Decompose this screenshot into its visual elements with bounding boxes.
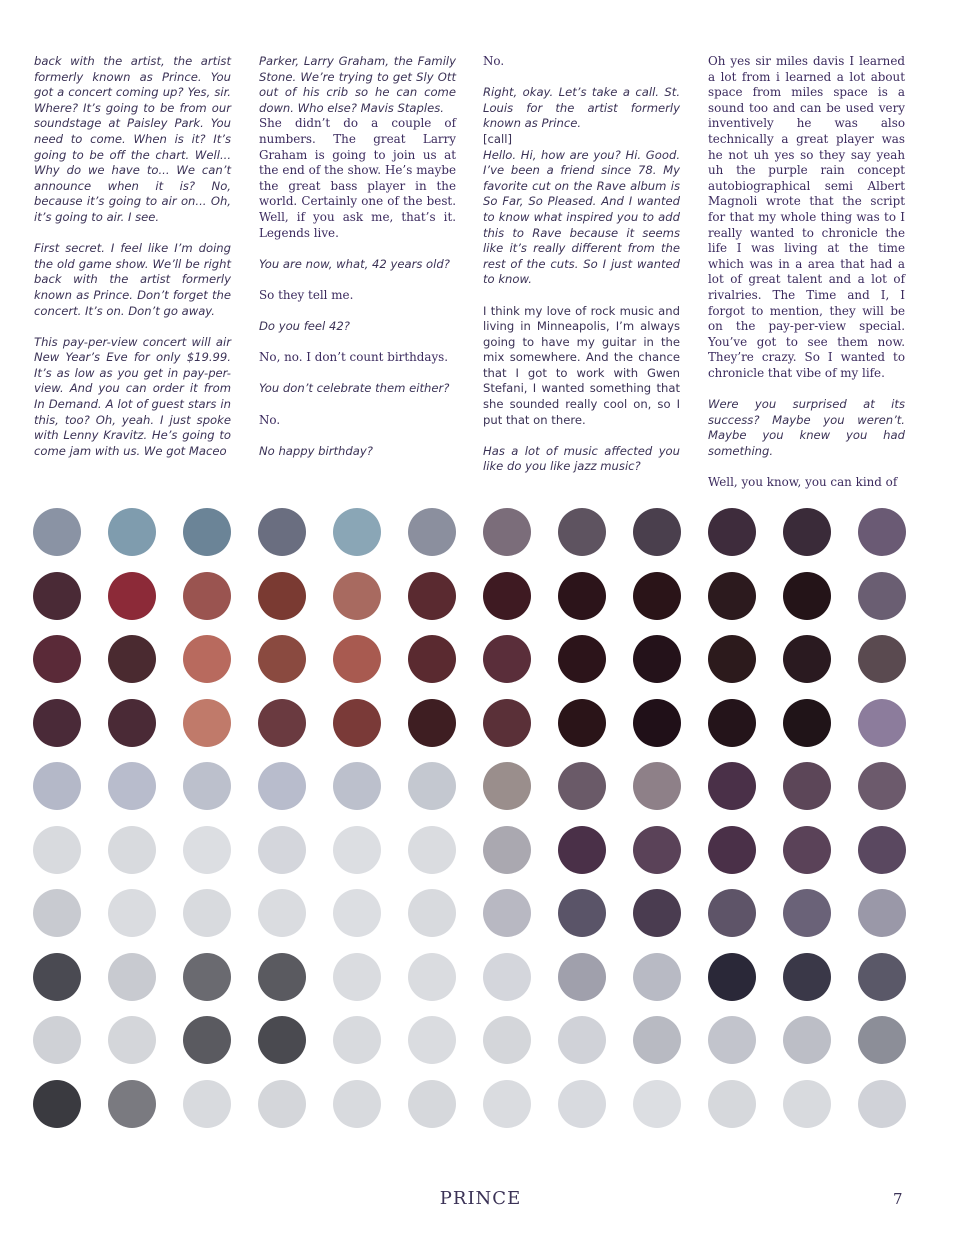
- paragraph-answer: I think my love of rock music and living in Minneapolis, I’m always going to have my guitar in the mix somewhere. And the chance that I got to work with Gwen Stefani, I wanted something that she sounded really cool on, so I put that on there.: [483, 303, 680, 427]
- photo-dot: [258, 699, 306, 747]
- photo-dot: [333, 762, 381, 810]
- paragraph-answer: Oh yes sir miles davis I learned a lot from i learned a lot about space from miles space is a sound too and can be used very inventively he was also technically a great player was he not uh yes so they say yeah uh the purple rain concept autobiographical semi Albert Magnoli wrote that the script for that my whole thing was to I really wanted to chronicle the life I was living at the time which was in a area that had a lot of great talent and a lot of rivalries. The Time and I, I forgot to mention, they will be on the pay-per-view special. You’ve got to see them now. They’re crazy. So I wanted to chronicle that vibe of my life.: [708, 54, 905, 380]
- photo-dot: [483, 508, 531, 556]
- photo-dot: [633, 1016, 681, 1064]
- photo-dot: [183, 762, 231, 810]
- paragraph-question: No happy birthday?: [259, 443, 373, 458]
- photo-dot: [258, 762, 306, 810]
- photo-dot: [633, 953, 681, 1001]
- photo-dot: [783, 508, 831, 556]
- photo-dot: [33, 635, 81, 683]
- photo-dot: [783, 1016, 831, 1064]
- photo-dot: [708, 699, 756, 747]
- paragraph-question: Do you feel 42?: [259, 319, 350, 334]
- photo-dot: [858, 635, 906, 683]
- photo-dot: [333, 826, 381, 874]
- photo-dot: [408, 635, 456, 683]
- photo-dot: [183, 1016, 231, 1064]
- photo-dot: [333, 1016, 381, 1064]
- photo-dot: [408, 699, 456, 747]
- photo-dot: [483, 889, 531, 937]
- photo-dot: [108, 699, 156, 747]
- paragraph-question: Has a lot of music affected you like do you like jazz music?: [483, 443, 680, 474]
- photo-dot: [858, 762, 906, 810]
- photo-dot: [558, 508, 606, 556]
- photo-dot: [108, 762, 156, 810]
- photo-dot: [858, 572, 906, 620]
- photo-dot: [183, 953, 231, 1001]
- footer-title: PRINCE: [439, 1188, 522, 1209]
- photo-dot: [708, 1080, 756, 1128]
- photo-dot: [483, 572, 531, 620]
- photo-dot: [858, 1080, 906, 1128]
- photo-dot: [108, 826, 156, 874]
- photo-dot: [483, 826, 531, 874]
- article-column-3: [483, 54, 680, 491]
- photo-dot: [483, 1016, 531, 1064]
- photo-dot: [408, 572, 456, 620]
- photo-dot: [558, 826, 606, 874]
- photo-dot: [633, 635, 681, 683]
- photo-dot: [708, 826, 756, 874]
- photo-dot: [633, 699, 681, 747]
- photo-dot: [333, 508, 381, 556]
- photo-dot: [183, 826, 231, 874]
- article-column-1: [34, 54, 231, 475]
- photo-dot: [633, 1080, 681, 1128]
- dot-photo-grid: [33, 508, 906, 1128]
- paragraph: This pay-per-view concert will air New Year’s Eve for only $19.99. It’s as low as you get in pay-per-view. And you can order it from In Demand. A lot of guest stars in this, too? Oh, yeah. I just spoke with Lenny Kravitz. He’s going to come jam with us. We got Maceo: [34, 334, 231, 458]
- photo-dot: [183, 572, 231, 620]
- photo-dot: [558, 1080, 606, 1128]
- photo-dot: [33, 572, 81, 620]
- photo-dot: [708, 1016, 756, 1064]
- photo-dot: [783, 953, 831, 1001]
- paragraph-question: You don’t celebrate them either?: [259, 381, 450, 396]
- photo-dot: [783, 889, 831, 937]
- page-number: 7: [893, 1190, 903, 1208]
- photo-dot: [558, 635, 606, 683]
- photo-dot: [333, 1080, 381, 1128]
- photo-dot: [33, 1016, 81, 1064]
- photo-dot: [858, 1016, 906, 1064]
- photo-dot: [783, 635, 831, 683]
- photo-dot: [558, 889, 606, 937]
- photo-dot: [858, 826, 906, 874]
- photo-dot: [858, 508, 906, 556]
- photo-dot: [858, 889, 906, 937]
- photo-dot: [483, 953, 531, 1001]
- photo-dot: [558, 699, 606, 747]
- photo-dot: [558, 762, 606, 810]
- photo-dot: [333, 953, 381, 1001]
- paragraph-question: Right, okay. Let’s take a call. St. Louis for the artist formerly known as Prince.: [483, 85, 680, 131]
- paragraph-answer: Well, you know, you can kind of: [708, 475, 898, 490]
- photo-dot: [708, 889, 756, 937]
- paragraph-answer: So they tell me.: [259, 287, 354, 302]
- photo-dot: [258, 572, 306, 620]
- photo-dot: [483, 635, 531, 683]
- paragraph-question: Were you surprised at its success? Maybe you weren’t. Maybe you knew you had something.: [708, 397, 905, 458]
- photo-dot: [333, 699, 381, 747]
- photo-dot: [183, 699, 231, 747]
- photo-dot: [783, 762, 831, 810]
- photo-dot: [708, 508, 756, 556]
- photo-dot: [558, 572, 606, 620]
- photo-dot: [108, 1080, 156, 1128]
- photo-dot: [258, 1080, 306, 1128]
- photo-dot: [33, 826, 81, 874]
- photo-dot: [108, 572, 156, 620]
- article-column-2: [259, 54, 456, 475]
- photo-dot: [183, 889, 231, 937]
- paragraph-answer: No.: [259, 412, 281, 427]
- photo-dot: [633, 762, 681, 810]
- photo-dot: [483, 1080, 531, 1128]
- photo-dot: [408, 508, 456, 556]
- paragraph: back with the artist, the artist formerly known as Prince. You got a concert coming up? Yes, sir. Where? It’s going to be from our soundstage at Paisley Park. You need to come. When is it? It’s going to be off the chart. Well... Why do we have to... We can’t announce when it is? No, because it’s going to air on... Oh, it’s going to air. I see.: [34, 54, 231, 224]
- photo-dot: [33, 953, 81, 1001]
- paragraph-question: You are now, what, 42 years old?: [259, 256, 450, 271]
- photo-dot: [633, 508, 681, 556]
- photo-dot: [483, 762, 531, 810]
- photo-dot: [333, 635, 381, 683]
- photo-dot: [783, 1080, 831, 1128]
- photo-dot: [708, 953, 756, 1001]
- photo-dot: [783, 826, 831, 874]
- photo-dot: [183, 635, 231, 683]
- photo-dot: [183, 1080, 231, 1128]
- photo-dot: [483, 699, 531, 747]
- photo-dot: [558, 953, 606, 1001]
- photo-dot: [633, 889, 681, 937]
- photo-dot: [408, 1080, 456, 1128]
- photo-dot: [33, 1080, 81, 1128]
- photo-dot: [408, 889, 456, 937]
- photo-dot: [858, 699, 906, 747]
- photo-dot: [333, 572, 381, 620]
- photo-dot: [258, 889, 306, 937]
- photo-dot: [783, 572, 831, 620]
- photo-dot: [558, 1016, 606, 1064]
- photo-dot: [108, 953, 156, 1001]
- photo-dot: [108, 635, 156, 683]
- call-marker: [call]: [483, 131, 512, 146]
- photo-dot: [333, 889, 381, 937]
- photo-dot: [633, 826, 681, 874]
- paragraph-answer: She didn’t do a couple of numbers. The great Larry Graham is going to join us at the end of the show. He’s maybe the great bass player in the world. Certainly one of the best. Well, if you ask me, that’s it. Legends live.: [259, 116, 456, 240]
- photo-dot: [108, 1016, 156, 1064]
- paragraph-question: Parker, Larry Graham, the Family Stone. We’re trying to get Sly Ott out of his crib so he can come down. Who else? Mavis Staples.: [259, 54, 456, 115]
- photo-dot: [408, 1016, 456, 1064]
- photo-dot: [708, 762, 756, 810]
- photo-dot: [33, 699, 81, 747]
- photo-dot: [33, 762, 81, 810]
- photo-dot: [708, 635, 756, 683]
- photo-dot: [258, 508, 306, 556]
- photo-dot: [408, 826, 456, 874]
- paragraph-answer: No, no. I don’t count birthdays.: [259, 350, 449, 365]
- photo-dot: [33, 889, 81, 937]
- photo-dot: [108, 889, 156, 937]
- photo-dot: [108, 508, 156, 556]
- paragraph: First secret. I feel like I’m doing the old game show. We’ll be right back with the artist formerly known as Prince. Don’t forget the concert. It’s on. Don’t go away.: [34, 241, 231, 318]
- photo-dot: [858, 953, 906, 1001]
- photo-dot: [258, 635, 306, 683]
- photo-dot: [258, 953, 306, 1001]
- photo-dot: [783, 699, 831, 747]
- paragraph-answer: No.: [483, 54, 505, 68]
- photo-dot: [708, 572, 756, 620]
- photo-dot: [258, 1016, 306, 1064]
- photo-dot: [408, 762, 456, 810]
- photo-dot: [33, 508, 81, 556]
- article-column-4: [708, 54, 905, 506]
- photo-dot: [183, 508, 231, 556]
- paragraph-caller: Hello. Hi, how are you? Hi. Good. I’ve been a friend since 78. My favorite cut on the Rave album is So Far, So Pleased. And I wanted to know what inspired you to add this to Rave because it seems like it’s really different from the rest of the cuts. So I just wanted to know.: [483, 147, 680, 287]
- photo-dot: [408, 953, 456, 1001]
- photo-dot: [258, 826, 306, 874]
- photo-dot: [633, 572, 681, 620]
